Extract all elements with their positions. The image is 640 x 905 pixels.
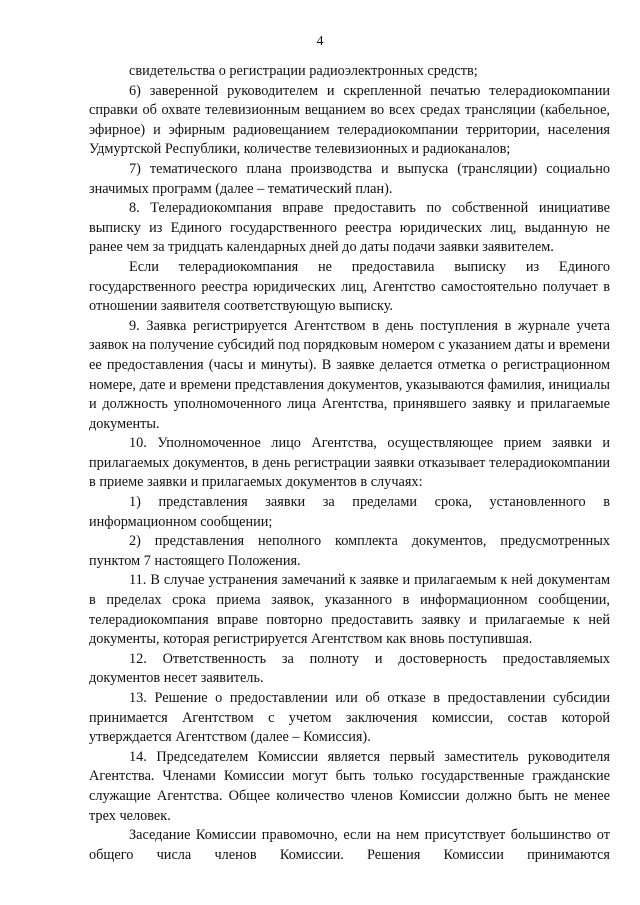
paragraph-13: 13. Решение о предоставлении или об отказе в предоставлении субсидии принимается Агентством с учетом заключения комиссии, состав которой утверждается Агентством (далее – Комиссия).	[89, 690, 610, 746]
paragraph-item-7: 7) тематического плана производства и выпуска (трансляции) социально значимых программ (далее – тематический план).	[89, 160, 610, 197]
paragraph-10-item-1: 1) представления заявки за пределами срока, установленного в информационном сообщении;	[89, 494, 610, 530]
paragraph-11: 11. В случае устранения замечаний к заявке и прилагаемым к ней документам в пределах срока приема заявок, указанного в информационном сообщении, телерадиокомпания вправе повторно предоставить заявку и прилагаемые к ней документы, которая регистрируется Агентством как вновь поступившая.	[89, 572, 610, 648]
paragraph-9: 9. Заявка регистрируется Агентством в день поступления в журнале учета заявок на получение субсидий под порядковым номером с указанием даты и времени ее предоставления (часы и минуты). В заявке делается отметка о регистрационном номере, дате и времени представления документов, указываются фамилия, инициалы и должность уполномоченного лица Агентства, принявшего заявку и прилагаемые документы.	[89, 317, 610, 432]
paragraph-8-continued: Если телерадиокомпания не предоставила выписку из Единого государственного реестра юридических лиц, Агентство самостоятельно получает в отношении заявителя соответствующую выписку.	[89, 258, 610, 315]
paragraph-14: 14. Председателем Комиссии является первый заместитель руководителя Агентства. Членами Комиссии могут быть только государственные гражданские служащие Агентства. Общее количество членов Комиссии должно быть не менее трех человек.	[89, 748, 610, 824]
paragraph-item-6: 6) заверенной руководителем и скрепленной печатью телерадиокомпании справки об охвате телевизионным вещанием во всех средах трансляции (кабельное, эфирное) и эфирным радиовещанием телерадиокомпании территории, населения Удмуртской Республики, количестве телевизионных и радиоканалов;	[89, 82, 610, 158]
paragraph-8: 8. Телерадиокомпания вправе предоставить по собственной инициативе выписку из Единого государственного реестра юридических лиц, выданную не ранее чем за тридцать календарных дней до даты подачи заявки заявителем.	[89, 200, 610, 256]
paragraph-continuation: свидетельства о регистрации радиоэлектронных средств;	[129, 63, 478, 79]
paragraph-10: 10. Уполномоченное лицо Агентства, осуществляющее прием заявки и прилагаемых документов, в день регистрации заявки отказывает телерадиокомпании в приеме заявки и прилагаемых документов в случаях:	[89, 435, 610, 491]
paragraph-12: 12. Ответственность за полноту и достоверность предоставляемых документов несет заявитель.	[89, 650, 610, 687]
paragraph-14-continued: Заседание Комиссии правомочно, если на нем присутствует большинство от общего числа членов Комиссии. Решения Комиссии принимаются	[89, 827, 610, 863]
paragraph-10-item-2: 2) представления неполного комплекта документов, предусмотренных пунктом 7 настоящего Положения.	[89, 533, 610, 569]
page-number: 4	[316, 34, 324, 49]
body-text	[89, 62, 610, 865]
